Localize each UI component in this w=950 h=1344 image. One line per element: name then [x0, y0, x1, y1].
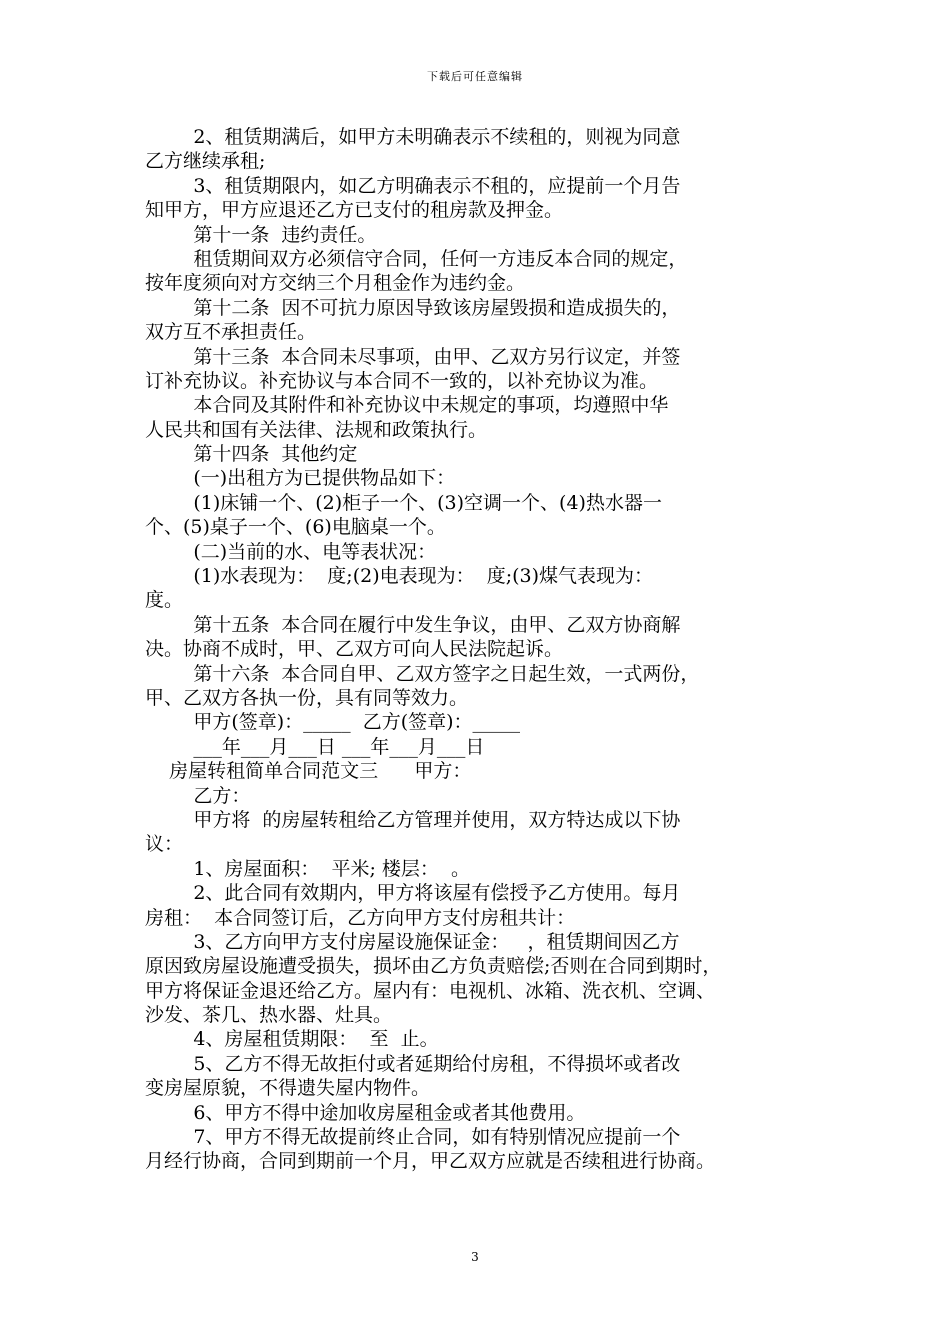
text-line: 甲、乙双方各执一份，具有同等效力。 — [145, 686, 469, 709]
text-line: 知甲方，甲方应退还乙方已支付的租房款及押金。 — [145, 199, 564, 222]
text-line: 6、甲方不得中途加收房屋租金或者其他费用。 — [145, 1101, 586, 1124]
text-line: 乙方继续承租; — [145, 150, 266, 173]
text-line: 5、乙方不得无故拒付或者延期给付房租，不得损坏或者改 — [145, 1052, 681, 1075]
text-line: 原因致房屋设施遭受损失，损坏由乙方负责赔偿;否则在合同到期时， — [145, 955, 722, 978]
text-line: 2、此合同有效期内，甲方将该屋有偿授予乙方使用。每月 — [145, 882, 681, 905]
text-line: 甲方(签章)：_____ 乙方(签章)：_____ — [145, 711, 521, 734]
text-line: 双方互不承担责任。 — [145, 321, 317, 344]
text-line: 本合同及其附件和补充协议中未规定的事项，均遵照中华 — [145, 394, 669, 417]
text-line: 沙发、茶几、热水器、灶具。 — [145, 1004, 393, 1027]
text-line: ___年___月___日 ___年___月___日 — [145, 735, 485, 758]
text-line: (二)当前的水、电等表状况： — [145, 540, 437, 563]
text-line: 1、房屋面积： 平米; 楼层： 。 — [145, 857, 471, 880]
page-header: 下载后可任意编辑 — [427, 70, 523, 83]
text-line: (1)床铺一个、(2)柜子一个、(3)空调一个、(4)热水器一 — [145, 491, 662, 514]
text-line: 第十六条 本合同自甲、乙双方签字之日起生效，一式两份， — [145, 662, 700, 685]
text-line: 甲方将 的房屋转租给乙方管理并使用，双方特达成以下协 — [145, 808, 681, 831]
text-line: 个、(5)桌子一个、(6)电脑桌一个。 — [145, 516, 446, 539]
text-line: 7、甲方不得无故提前终止合同，如有特别情况应提前一个 — [145, 1126, 681, 1149]
text-line: 4、房屋租赁期限： 至 止。 — [145, 1028, 439, 1051]
text-line: 第十二条 因不可抗力原因导致该房屋毁损和造成损失的， — [145, 296, 681, 319]
text-line: 甲方将保证金退还给乙方。屋内有：电视机、冰箱、洗衣机、空调、 — [145, 979, 716, 1002]
text-line: 月经行协商，合同到期前一个月，甲乙双方应就是否续租进行协商。 — [145, 1150, 716, 1173]
text-line: (一)出租方为已提供物品如下： — [145, 467, 456, 490]
page-number: 3 — [471, 1250, 479, 1264]
text-line: 订补充协议。补充协议与本合同不一致的，以补充协议为准。 — [145, 369, 659, 392]
text-line: 第十一条 违约责任。 — [145, 223, 377, 246]
text-line: 议： — [145, 833, 184, 856]
text-line: 人民共和国有关法律、法规和政策执行。 — [145, 418, 488, 441]
text-line: 变房屋原貌，不得遗失屋内物件。 — [145, 1077, 431, 1100]
text-line: 决。协商不成时，甲、乙双方可向人民法院起诉。 — [145, 638, 564, 661]
text-line: 第十五条 本合同在履行中发生争议，由甲、乙双方协商解 — [145, 613, 681, 636]
text-line: 房屋转租简单合同范文三 甲方： — [145, 760, 472, 783]
text-line: 第十三条 本合同未尽事项，由甲、乙双方另行议定，并签 — [145, 345, 681, 368]
text-line: 度。 — [145, 589, 184, 612]
text-line: 2、租赁期满后，如甲方未明确表示不续租的，则视为同意 — [145, 126, 681, 148]
text-line: 租赁期间双方必须信守合同，任何一方违反本合同的规定， — [145, 247, 688, 270]
text-line: 房租： 本合同签订后，乙方向甲方支付房租共计： — [145, 906, 576, 929]
text-line: 3、乙方向甲方支付房屋设施保证金： ，租赁期间因乙方 — [145, 930, 680, 953]
text-line: 按年度须向对方交纳三个月租金作为违约金。 — [145, 272, 526, 295]
text-line: 3、租赁期限内，如乙方明确表示不租的，应提前一个月告 — [145, 174, 681, 197]
text-line: 第十四条 其他约定 — [145, 443, 358, 466]
contract-body — [145, 125, 825, 1174]
text-line: 乙方： — [145, 784, 251, 807]
text-line: (1)水表现为： 度;(2)电表现为： 度;(3)煤气表现为： — [145, 565, 654, 588]
